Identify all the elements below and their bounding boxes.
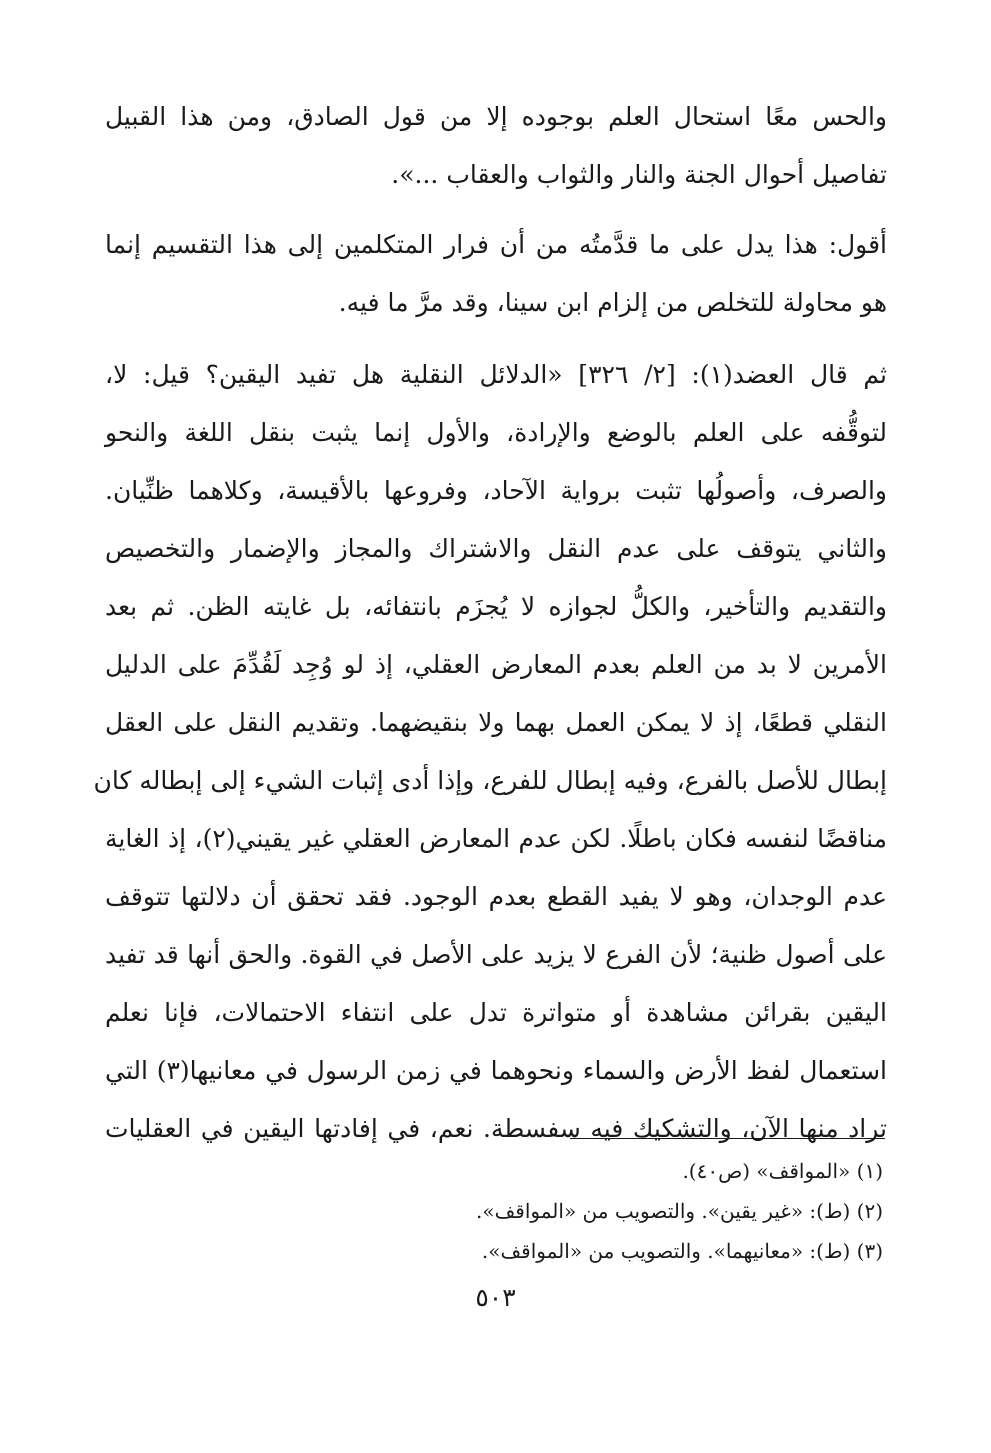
text-line: هو محاولة للتخلص من إلزام ابن سينا، وقد مرَّ ما فيه. — [338, 288, 887, 317]
text-line: تفاصيل أحوال الجنة والنار والثواب والعقاب ...». — [391, 160, 887, 189]
footnote-3: (٣) (ط): «معانيهما». والتصويب من «المواقف». — [481, 1239, 883, 1263]
text-line: اليقين بقرائن مشاهدة أو متواترة تدل على انتفاء الاحتمالات، فإنا نعلم — [105, 998, 887, 1027]
text-line: والثاني يتوقف على عدم النقل والاشتراك والمجاز والإضمار والتخصيص — [105, 534, 887, 563]
text-line: النقلي قطعًا، إذ لا يمكن العمل بهما ولا بنقيضهما. وتقديم النقل على العقل — [105, 708, 887, 737]
text-line: استعمال لفظ الأرض والسماء ونحوهما في زمن الرسول في معانيها(٣) التي — [105, 1056, 887, 1085]
footnotes — [105, 1151, 883, 1271]
body-text — [93, 88, 887, 1158]
text-line: على أصول ظنية؛ لأن الفرع لا يزيد على الأصل في القوة. والحق أنها قد تفيد — [105, 940, 887, 969]
text-line: أقول: هذا يدل على ما قدَّمتُه من أن فرار المتكلمين إلى هذا التقسيم إنما — [105, 230, 887, 259]
text-line: والحس معًا استحال العلم بوجوده إلا من قول الصادق، ومن هذا القبيل — [105, 102, 887, 131]
text-line: تراد منها الآن، والتشكيك فيه سفسطة. نعم، في إفادتها اليقين في العقليات — [105, 1114, 887, 1143]
footnote-1: (١) «المواقف» (ص٤٠). — [682, 1159, 883, 1183]
text-line: ثم قال العضد(١): [٢/ ٣٢٦] «الدلائل النقلية هل تفيد اليقين؟ قيل: لا، — [105, 360, 887, 389]
paragraph-2 — [105, 216, 887, 332]
page-number: ٥٠٣ — [475, 1283, 516, 1312]
text-line: والصرف، وأصولُها تثبت برواية الآحاد، وفروعها بالأقيسة، وكلاهما ظنِّيان. — [105, 476, 887, 505]
text-line: الأمرين لا بد من العلم بعدم المعارض العقلي، إذ لو وُجِد لَقُدِّمَ على الدليل — [105, 650, 887, 679]
text-line: مناقضًا لنفسه فكان باطلًا. لكن عدم المعارض العقلي غير يقيني(٢)، إذ الغاية — [105, 824, 887, 853]
paragraph-1 — [105, 88, 887, 204]
text-line: إبطال للأصل بالفرع، وفيه إبطال للفرع، وإذا أدى إثبات الشيء إلى إبطاله كان — [93, 766, 887, 795]
text-line: والتقديم والتأخير، والكلُّ لجوازه لا يُجزَم بانتفائه، بل غايته الظن. ثم بعد — [105, 592, 887, 621]
text-line: لتوقُّفه على العلم بالوضع والإرادة، والأول إنما يثبت بنقل اللغة والنحو — [105, 418, 887, 447]
footnote-separator — [570, 1138, 885, 1139]
paragraph-3 — [93, 346, 887, 1158]
text-line: عدم الوجدان، وهو لا يفيد القطع بعدم الوجود. فقد تحقق أن دلالتها تتوقف — [105, 882, 887, 911]
footnote-2: (٢) (ط): «غير يقين». والتصويب من «المواقف». — [475, 1199, 883, 1223]
